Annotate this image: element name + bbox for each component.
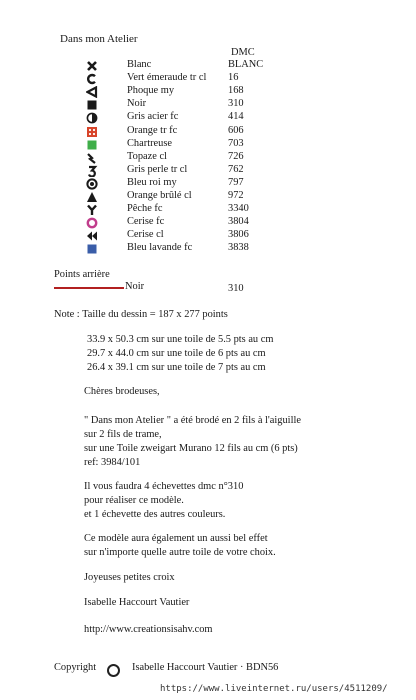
thread-code: 703 [228,137,244,149]
thread-name: Gris acier fc [127,111,179,123]
thread-name: Orange tr fc [127,124,178,136]
y-icon [86,204,98,216]
thread-row [0,59,416,72]
thread-row [0,216,416,229]
square-icon [86,99,98,111]
size-line: 29.7 x 44.0 cm sur une toile de 6 pts au cm [87,348,266,359]
thread-code: 3838 [228,242,249,254]
x-icon [86,60,98,72]
thread-row [0,111,416,124]
greeting: Chères brodeuses, [84,386,160,397]
thread-row [0,203,416,216]
thread-code: 3806 [228,229,249,241]
thread-row [0,151,416,164]
triangle-left-icon [86,86,98,98]
size-line: 33.9 x 50.3 cm sur une toile de 5.5 pts au cm [87,334,274,345]
size-note: Note : Taille du dessin = 187 x 277 points [54,309,228,320]
size-line: 26.4 x 39.1 cm sur une toile de 7 pts au cm [87,362,266,373]
thread-row [0,125,416,138]
thread-row [0,98,416,111]
dice-icon [86,126,98,138]
copyright-icon [107,664,120,677]
thread-code: 3340 [228,203,249,215]
thread-name: Cerise fc [127,216,165,228]
half-circle-icon [86,112,98,124]
thread-row [0,85,416,98]
author: Isabelle Haccourt Vautier [84,597,190,608]
thread-name: Noir [127,98,147,110]
thread-name: Bleu roi my [127,176,177,188]
target-circle-icon [86,178,98,190]
backstitch-line [54,287,124,289]
c-letter-icon [86,73,98,85]
thread-row [0,190,416,203]
website-link[interactable]: http://www.creationsisahv.com [84,624,213,635]
thread-name: Chartreuse [127,137,173,149]
thread-name: Orange brûlé cl [127,190,192,201]
closing: Joyeuses petites croix [84,572,175,583]
thread-name: Bleu lavande fc [127,242,193,254]
thread-name: Blanc [127,59,152,70]
thread-row [0,177,416,190]
thread-code: 972 [228,190,244,201]
thread-code: BLANC [228,59,264,70]
backstitch-code: 310 [228,283,244,294]
paragraph-line: Ce modèle aura également un aussi bel effet [84,533,268,544]
thread-name: Vert émeraude tr cl [127,72,207,84]
thread-name: Gris perle tr cl [127,163,188,175]
source-url: https://www.liveinternet.ru/users/4511209/ [160,684,388,694]
thread-code: 726 [228,150,244,162]
triangle-up-icon [86,191,98,203]
thread-code: 797 [228,176,244,188]
dmc-column-header: DMC [231,47,255,58]
thread-name: Pêche fc [127,203,163,215]
paragraph-line: sur 2 fils de trame, [84,429,162,440]
paragraph-line: sur une Toile zweigart Murano 12 fils au cm (6 pts) [84,443,298,454]
thread-row [0,72,416,85]
thread-name: Phoque my [127,85,175,97]
paragraph-line: pour réaliser ce modèle. [84,495,184,506]
wave-icon [86,152,98,164]
thread-code: 762 [228,163,244,175]
copyright-text: Isabelle Haccourt Vautier · BDN56 [132,662,279,673]
backstitch-name: Noir [125,281,145,292]
paragraph-line: sur n'importe quelle autre toile de votre choix. [84,547,276,558]
thread-name: Topaze cl [127,150,167,162]
thread-code: 606 [228,124,244,136]
page-title: Dans mon Atelier [60,33,138,45]
paragraph-line: Il vous faudra 4 échevettes dmc n°310 [84,481,244,492]
thread-row [0,164,416,177]
thread-code: 168 [228,85,244,97]
thread-code: 310 [228,98,244,110]
thread-code: 16 [228,72,239,84]
double-arrow-left-icon [86,230,98,242]
thread-code: 3804 [228,216,249,228]
thread-row [0,242,416,255]
thread-code: 414 [228,111,244,123]
thread-row [0,229,416,242]
three-icon [86,165,98,177]
thread-row [0,138,416,151]
paragraph-line: et 1 échevette des autres couleurs. [84,509,226,520]
ring-icon [86,217,98,229]
backstitch-heading: Points arrière [54,269,110,280]
square-icon [86,243,98,255]
thread-name: Cerise cl [127,229,164,241]
square-icon [86,139,98,151]
copyright-label: Copyright [54,662,97,673]
paragraph-line: " Dans mon Atelier " a été brodé en 2 fils à l'aiguille [84,415,301,426]
paragraph-line: ref: 3984/101 [84,457,141,468]
